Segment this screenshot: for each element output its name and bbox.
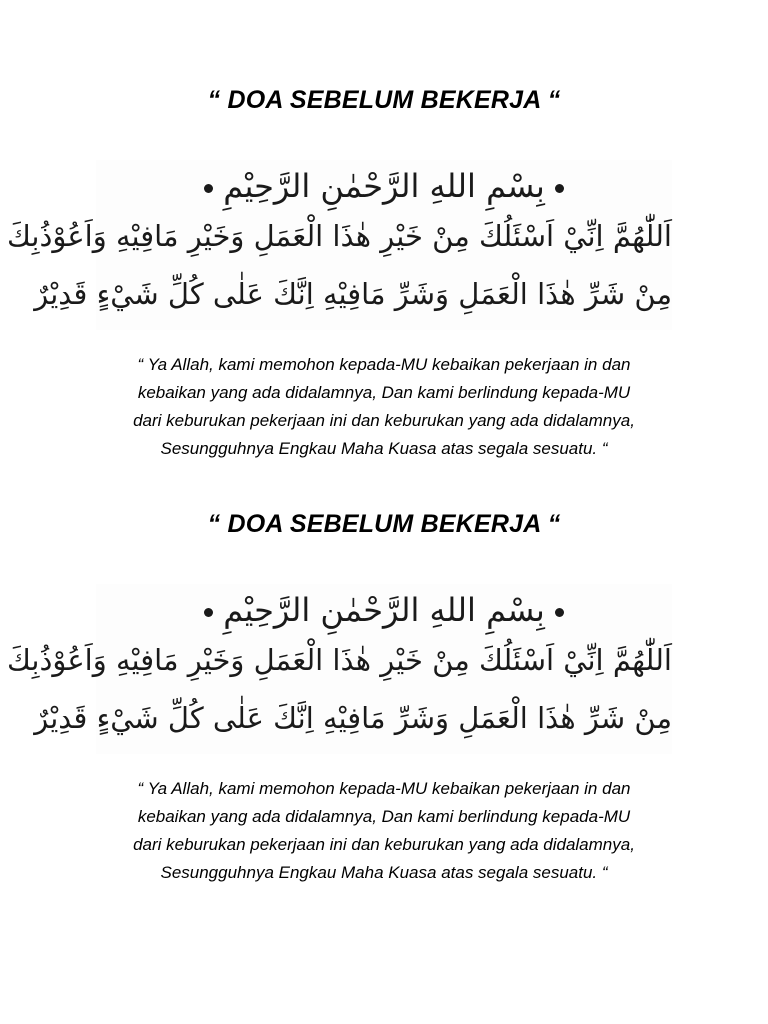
- translation-line: Sesungguhnya Engkau Maha Kuasa atas segala sesuatu. “: [160, 863, 608, 882]
- bullet-icon: [204, 608, 213, 617]
- bullet-icon: [555, 608, 564, 617]
- arabic-line-2: اَللّٰهُمَّ اِنِّيْ اَسْئَلُكَ مِنْ خَيْرِ هٰذَا الْعَمَلِ وَخَيْرِ مَافِيْهِ وَاَعُوْذُبِكَ: [6, 643, 672, 677]
- translation-line: Sesungguhnya Engkau Maha Kuasa atas segala sesuatu. “: [160, 439, 608, 458]
- arabic-line-3: مِنْ شَرِّ هٰذَا الْعَمَلِ وَشَرِّ مَافِيْهِ اِنَّكَ عَلٰى كُلِّ شَيْءٍ قَدِيْرٌ: [34, 701, 672, 735]
- arabic-line-text: بِسْمِ اللهِ الرَّحْمٰنِ الرَّحِيْمِ: [223, 167, 545, 205]
- translation-line: dari keburukan pekerjaan ini dan keburukan yang ada didalamnya,: [133, 411, 635, 430]
- translation-line: kebaikan yang ada didalamnya, Dan kami berlindung kepada-MU: [137, 383, 631, 402]
- arabic-line-2: اَللّٰهُمَّ اِنِّيْ اَسْئَلُكَ مِنْ خَيْرِ هٰذَا الْعَمَلِ وَخَيْرِ مَافِيْهِ وَاَعُوْذُبِكَ: [6, 219, 672, 253]
- bullet-icon: [555, 184, 564, 193]
- translation-line: dari keburukan pekerjaan ini dan keburukan yang ada didalamnya,: [133, 835, 635, 854]
- doa-title: “ DOA SEBELUM BEKERJA “: [207, 510, 561, 538]
- arabic-line-text: بِسْمِ اللهِ الرَّحْمٰنِ الرَّحِيْمِ: [223, 591, 545, 629]
- translation-line: kebaikan yang ada didalamnya, Dan kami berlindung kepada-MU: [137, 807, 631, 826]
- arabic-line-basmala: [96, 591, 672, 629]
- doa-translation: [0, 775, 768, 887]
- arabic-line-3: مِنْ شَرِّ هٰذَا الْعَمَلِ وَشَرِّ مَافِيْهِ اِنَّكَ عَلٰى كُلِّ شَيْءٍ قَدِيْرٌ: [34, 277, 672, 311]
- translation-line: “ Ya Allah, kami memohon kepada-MU kebaikan pekerjaan in dan: [137, 355, 631, 374]
- doa-title: “ DOA SEBELUM BEKERJA “: [207, 86, 561, 114]
- doa-translation: [0, 351, 768, 463]
- translation-line: “ Ya Allah, kami memohon kepada-MU kebaikan pekerjaan in dan: [137, 779, 631, 798]
- arabic-line-basmala: [96, 167, 672, 205]
- arabic-prayer-block: [6, 160, 672, 330]
- bullet-icon: [204, 184, 213, 193]
- arabic-prayer-block: [6, 584, 672, 754]
